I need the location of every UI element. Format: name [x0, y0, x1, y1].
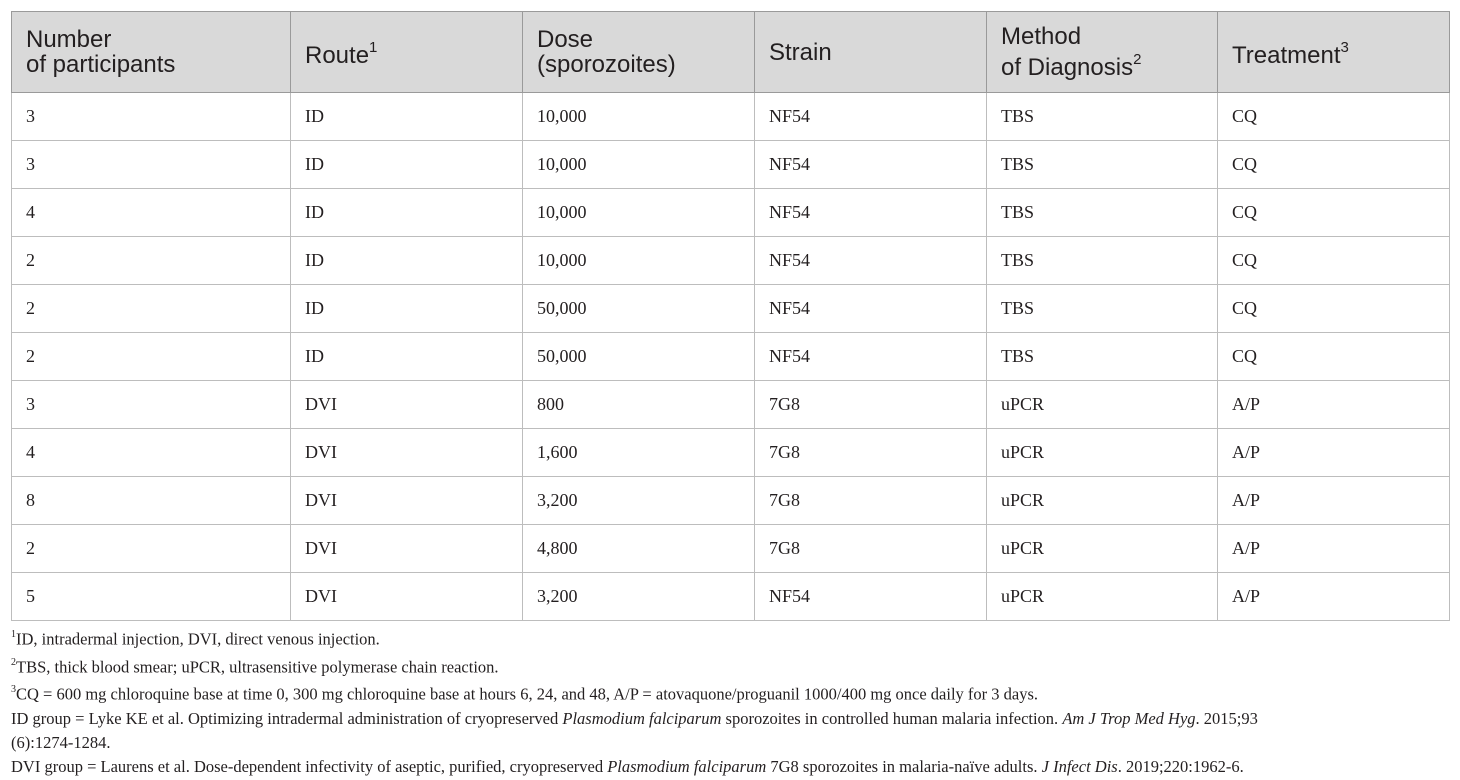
cell-treatment: CQ [1218, 237, 1450, 285]
cell-treatment: A/P [1218, 525, 1450, 573]
header-route: Route$^1$ [291, 12, 523, 93]
cell-route: DVI [291, 381, 523, 429]
cell-number-of-participants: 8 [12, 477, 291, 525]
cell-number-of-participants: 2 [12, 333, 291, 381]
cell-number-of-participants: 5 [12, 573, 291, 621]
cell-number-of-participants: 4 [12, 189, 291, 237]
header-dose: Dose (sporozoites) [523, 12, 755, 93]
cell-number-of-participants: 3 [12, 381, 291, 429]
cell-dose: 50,000 [523, 333, 755, 381]
data-table [11, 11, 1450, 621]
table-row [12, 189, 1450, 237]
cell-route: DVI [291, 573, 523, 621]
cell-route: DVI [291, 429, 523, 477]
header-row [12, 12, 1450, 93]
cell-method-of-diagnosis: uPCR [987, 525, 1218, 573]
cell-number-of-participants: 4 [12, 429, 291, 477]
cell-number-of-participants: 2 [12, 285, 291, 333]
cell-treatment: A/P [1218, 477, 1450, 525]
footnotes [11, 624, 1451, 779]
cell-number-of-participants: 3 [12, 93, 291, 141]
footnote-1: $^1$ID, intradermal injection, DVI, direct venous injection. [11, 629, 380, 649]
table-row [12, 429, 1450, 477]
cell-method-of-diagnosis: uPCR [987, 429, 1218, 477]
cell-method-of-diagnosis: uPCR [987, 477, 1218, 525]
cell-treatment: CQ [1218, 333, 1450, 381]
table-row [12, 477, 1450, 525]
cell-treatment: CQ [1218, 141, 1450, 189]
table-row [12, 141, 1450, 189]
cell-dose: 10,000 [523, 237, 755, 285]
cell-dose: 3,200 [523, 477, 755, 525]
cell-route: ID [291, 285, 523, 333]
table-row [12, 573, 1450, 621]
table-row [12, 381, 1450, 429]
cell-method-of-diagnosis: TBS [987, 93, 1218, 141]
cell-strain: 7G8 [755, 477, 987, 525]
cell-dose: 50,000 [523, 285, 755, 333]
table-body [12, 93, 1450, 621]
table-header [12, 12, 1450, 93]
id-group-reference: ID group = Lyke KE et al. Optimizing intradermal administration of cryopreserved Plasmodium falciparum sporozoites in controlled human malaria infection. Am J Trop Med Hyg. 2015;93 (6):1274-1284. [11, 708, 1258, 752]
cell-dose: 4,800 [523, 525, 755, 573]
table-row [12, 525, 1450, 573]
cell-method-of-diagnosis: uPCR [987, 381, 1218, 429]
cell-dose: 10,000 [523, 189, 755, 237]
cell-number-of-participants: 3 [12, 141, 291, 189]
cell-strain: NF54 [755, 141, 987, 189]
header-method-of-diagnosis: Method of Diagnosis$^2$ [987, 12, 1218, 93]
cell-treatment: A/P [1218, 429, 1450, 477]
cell-method-of-diagnosis: TBS [987, 333, 1218, 381]
table-row [12, 285, 1450, 333]
dvi-group-reference: DVI group = Laurens et al. Dose-dependent infectivity of aseptic, purified, cryopreserved Plasmodium falciparum 7G8 sporozoites in malaria-naïve adults. J Infect Dis. 2019;220:1962-6. [11, 756, 1244, 776]
cell-number-of-participants: 2 [12, 525, 291, 573]
cell-number-of-participants: 2 [12, 237, 291, 285]
cell-dose: 1,600 [523, 429, 755, 477]
cell-method-of-diagnosis: TBS [987, 141, 1218, 189]
cell-dose: 10,000 [523, 93, 755, 141]
header-strain: Strain [755, 12, 987, 93]
cell-method-of-diagnosis: TBS [987, 237, 1218, 285]
cell-strain: NF54 [755, 189, 987, 237]
cell-treatment: A/P [1218, 573, 1450, 621]
cell-dose: 10,000 [523, 141, 755, 189]
cell-route: ID [291, 141, 523, 189]
cell-dose: 3,200 [523, 573, 755, 621]
cell-dose: 800 [523, 381, 755, 429]
cell-treatment: CQ [1218, 93, 1450, 141]
cell-strain: 7G8 [755, 429, 987, 477]
cell-strain: 7G8 [755, 525, 987, 573]
cell-strain: NF54 [755, 93, 987, 141]
table-row [12, 237, 1450, 285]
cell-route: ID [291, 237, 523, 285]
cell-treatment: CQ [1218, 189, 1450, 237]
cell-treatment: CQ [1218, 285, 1450, 333]
cell-method-of-diagnosis: uPCR [987, 573, 1218, 621]
cell-route: ID [291, 93, 523, 141]
footnote-2: $^2$TBS, thick blood smear; uPCR, ultrasensitive polymerase chain reaction. [11, 656, 499, 676]
header-treatment: Treatment$^3$ [1218, 12, 1450, 93]
cell-route: ID [291, 189, 523, 237]
footnote-3: $^3$CQ = 600 mg chloroquine base at time 0, 300 mg chloroquine base at hours 6, 24, and 48, A/P = atovaquone/proguanil 1000/400 mg once daily for 3 days. [11, 684, 1039, 704]
cell-route: DVI [291, 477, 523, 525]
cell-treatment: A/P [1218, 381, 1450, 429]
table-row [12, 333, 1450, 381]
cell-route: DVI [291, 525, 523, 573]
cell-strain: NF54 [755, 333, 987, 381]
cell-method-of-diagnosis: TBS [987, 285, 1218, 333]
header-number-of-participants: Number of participants [12, 12, 291, 93]
table-container [11, 11, 1449, 621]
cell-method-of-diagnosis: TBS [987, 189, 1218, 237]
cell-strain: NF54 [755, 573, 987, 621]
cell-strain: NF54 [755, 285, 987, 333]
cell-route: ID [291, 333, 523, 381]
table-row [12, 93, 1450, 141]
cell-strain: 7G8 [755, 381, 987, 429]
cell-strain: NF54 [755, 237, 987, 285]
